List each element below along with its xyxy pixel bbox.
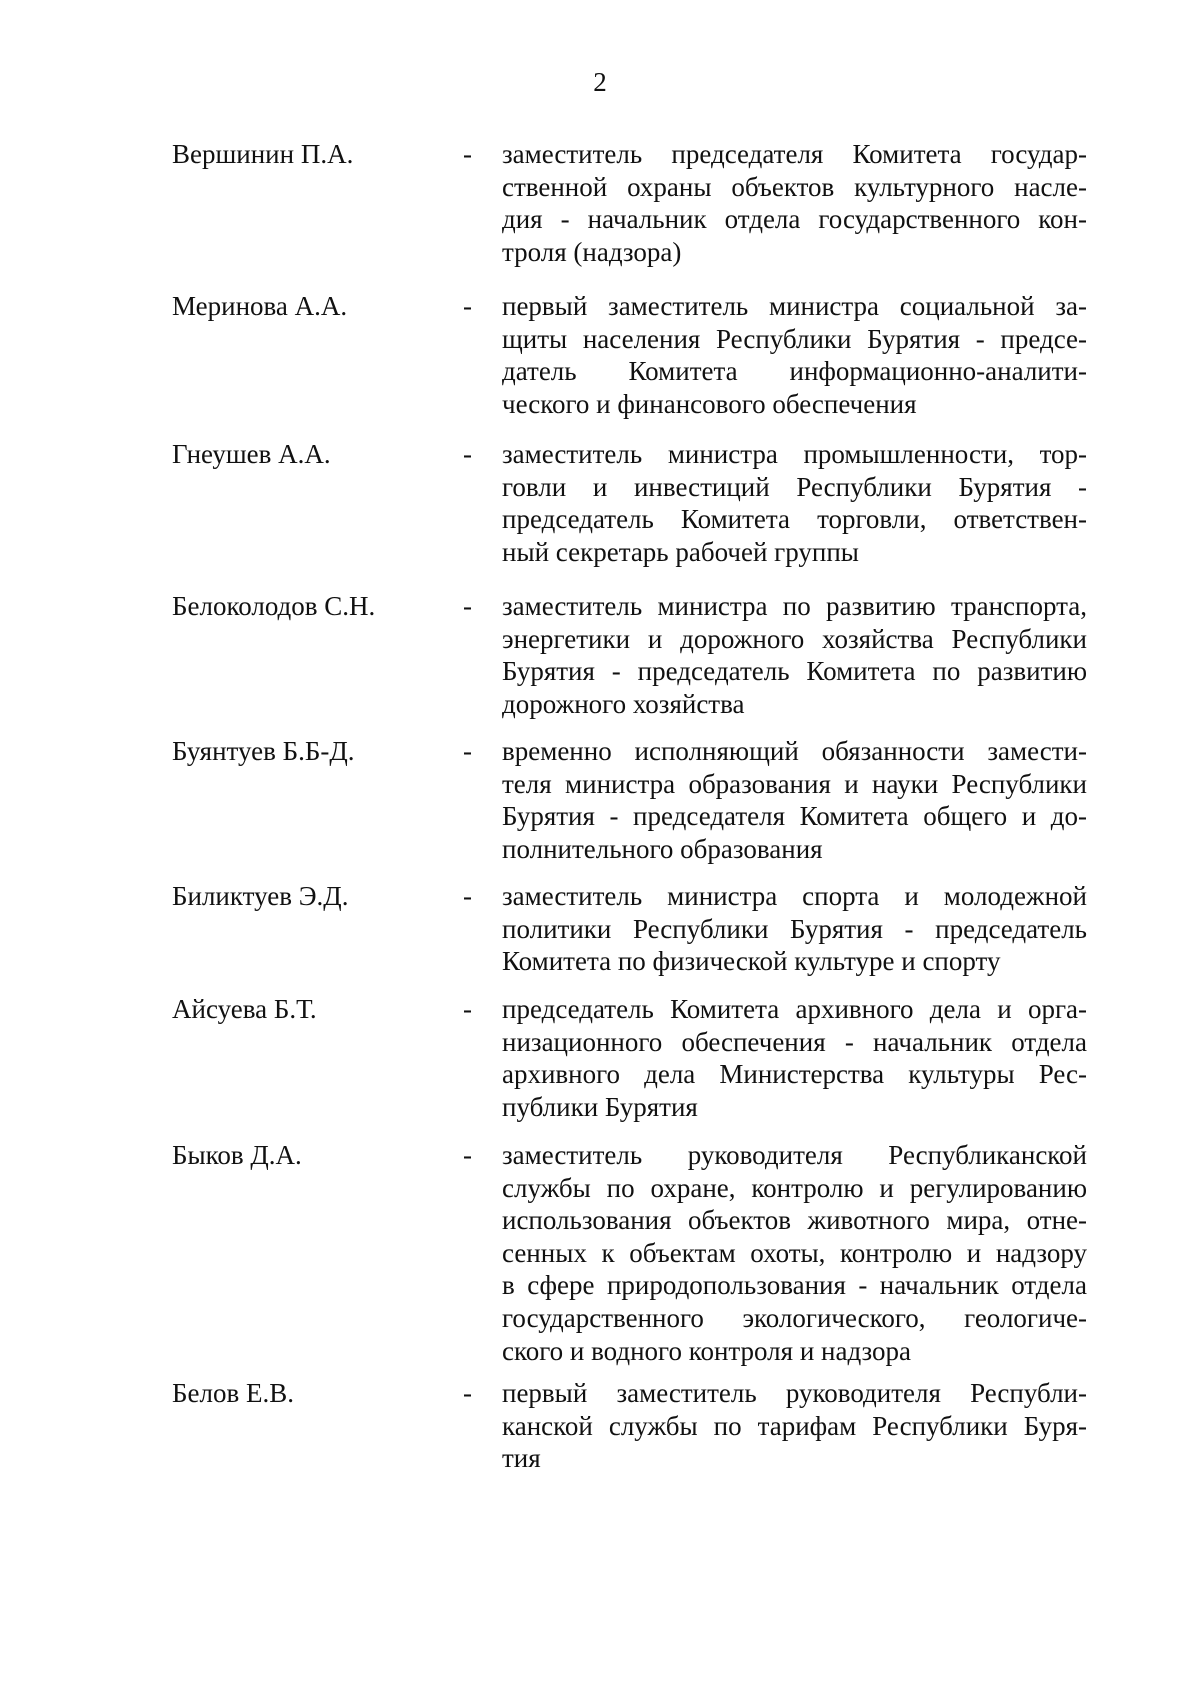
position-line: Бурятия - председатель Комитета по развитию — [502, 656, 1087, 687]
member-name: Гнеушев А.А. — [172, 439, 331, 469]
member-position — [502, 880, 1087, 978]
member-position — [502, 438, 1087, 568]
separator-dash: - — [463, 881, 472, 911]
member-position — [502, 735, 1087, 865]
position-line: низационного обеспечения - начальник отдела — [502, 1026, 1087, 1057]
member-entry — [0, 1139, 1200, 1366]
member-entry — [0, 438, 1200, 567]
position-line: временно исполняющий обязанности замести- — [502, 736, 1087, 766]
position-line: публики Бурятия — [502, 1091, 698, 1122]
position-line: председатель Комитета архивного дела и орга- — [502, 994, 1087, 1024]
position-line: заместитель министра спорта и молодежной — [502, 881, 1087, 911]
position-line: председатель Комитета торговли, ответствен- — [502, 504, 1087, 535]
position-line: дия - начальник отдела государственного кон- — [502, 204, 1087, 235]
position-line: энергетики и дорожного хозяйства Республики — [502, 623, 1087, 654]
member-name: Буянтуев Б.Б-Д. — [172, 736, 355, 766]
member-name: Белов Е.В. — [172, 1378, 294, 1408]
position-line: полнительного образования — [502, 833, 823, 864]
separator-dash: - — [463, 591, 472, 621]
member-name: Быков Д.А. — [172, 1140, 302, 1170]
position-line: троля (надзора) — [502, 236, 682, 267]
position-line: ный секретарь рабочей группы — [502, 536, 859, 567]
position-line: заместитель министра по развитию транспорта, — [502, 591, 1087, 621]
position-line: государственного экологического, геологиче- — [502, 1302, 1087, 1333]
position-line: говли и инвестиций Республики Бурятия - — [502, 471, 1087, 502]
position-line: в сфере природопользования - начальник отдела — [502, 1270, 1087, 1301]
member-entry — [0, 290, 1200, 419]
member-entry — [0, 880, 1200, 977]
position-line: архивного дела Министерства культуры Рес- — [502, 1059, 1087, 1090]
member-position — [502, 590, 1087, 720]
separator-dash: - — [463, 139, 472, 169]
member-position — [502, 1377, 1087, 1475]
member-position — [502, 1139, 1087, 1367]
position-line: дорожного хозяйства — [502, 688, 745, 719]
member-name: Белоколодов С.Н. — [172, 591, 376, 621]
member-entry — [0, 590, 1200, 719]
position-line: заместитель руководителя Республиканской — [502, 1140, 1087, 1170]
position-line: канской службы по тарифам Республики Буря- — [502, 1410, 1087, 1441]
separator-dash: - — [463, 291, 472, 321]
member-position — [502, 138, 1087, 268]
position-line: заместитель председателя Комитета государ- — [502, 139, 1087, 169]
separator-dash: - — [463, 736, 472, 766]
separator-dash: - — [463, 439, 472, 469]
position-line: Бурятия - председателя Комитета общего и до- — [502, 801, 1087, 832]
member-name: Биликтуев Э.Д. — [172, 881, 349, 911]
position-line: щиты населения Республики Бурятия - предсе- — [502, 323, 1087, 354]
position-line: политики Республики Бурятия - председатель — [502, 913, 1087, 944]
position-line: теля министра образования и науки Республики — [502, 768, 1087, 799]
position-line: службы по охране, контролю и регулированию — [502, 1172, 1087, 1203]
position-line: ственной охраны объектов культурного насле- — [502, 171, 1087, 202]
member-position — [502, 993, 1087, 1123]
position-line: сенных к объектам охоты, контролю и надзору — [502, 1237, 1087, 1268]
position-line: тия — [502, 1443, 541, 1474]
member-name: Вершинин П.А. — [172, 139, 354, 169]
page-number: 2 — [593, 67, 607, 97]
member-position — [502, 290, 1087, 420]
separator-dash: - — [463, 1378, 472, 1408]
separator-dash: - — [463, 994, 472, 1024]
member-entry — [0, 993, 1200, 1122]
member-entry — [0, 735, 1200, 864]
member-name: Меринова А.А. — [172, 291, 348, 321]
member-entry — [0, 138, 1200, 267]
member-entry — [0, 1377, 1200, 1474]
position-line: использования объектов животного мира, отне- — [502, 1205, 1087, 1236]
separator-dash: - — [463, 1140, 472, 1170]
position-line: первый заместитель министра социальной за- — [502, 291, 1087, 321]
position-line: заместитель министра промышленности, тор- — [502, 439, 1087, 469]
position-line: датель Комитета информационно-аналити- — [502, 356, 1087, 387]
position-line: ского и водного контроля и надзора — [502, 1335, 912, 1366]
member-name: Айсуева Б.Т. — [172, 994, 317, 1024]
position-line: ческого и финансового обеспечения — [502, 388, 917, 419]
position-line: Комитета по физической культуре и спорту — [502, 946, 1001, 977]
position-line: первый заместитель руководителя Республи- — [502, 1378, 1087, 1408]
